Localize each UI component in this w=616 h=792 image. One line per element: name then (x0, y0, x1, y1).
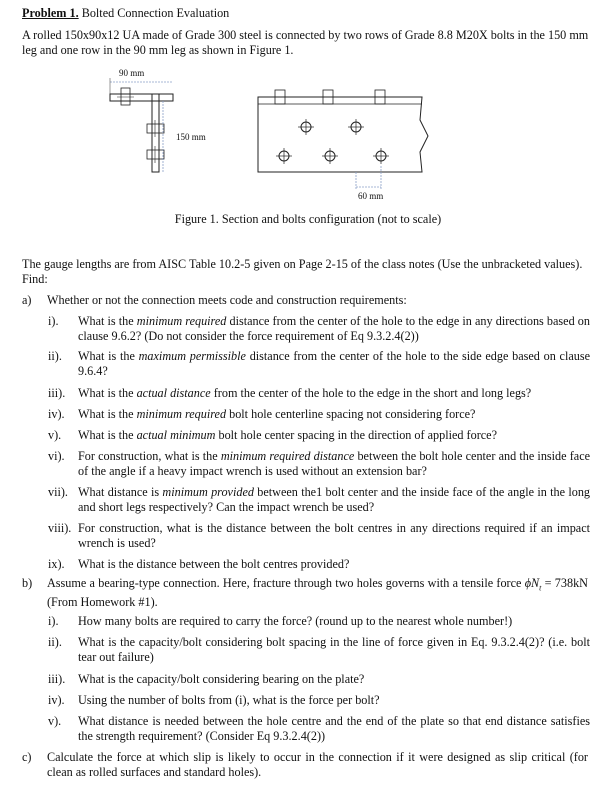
list-item: iii). What is the capacity/bolt considering bearing on the plate? (48, 672, 365, 686)
list-item: ii). What is the capacity/bolt considering bolt spacing in the line of force given in Eq. 9.3.2.4(2)? (i.e. bolt tear out failure) (48, 635, 590, 664)
list-item: i). What is the minimum required distance from the center of the hole to the edge in any directions based on clause 9.6.2? (Do not consider the force requirement of Eq 9.3.2.4(2)) (48, 314, 590, 343)
section-a (22, 293, 588, 308)
section-c (22, 750, 588, 780)
list-item: v). What is the actual minimum bolt hole center spacing in the direction of applied force? (48, 428, 497, 442)
list-item: vi). For construction, what is the minimum required distance between the bolt hole center and the inside face of the angle if a heavy impact wrench is used without an extension bar? (48, 449, 591, 478)
item-number: ii). (48, 635, 62, 649)
dim-90mm: 90 mm (119, 68, 145, 78)
item-number: vi). (48, 449, 65, 463)
gauge-paragraph: The gauge lengths are from AISC Table 10.2-5 given on Page 2-15 of the class notes (Use the unbracketed values). Find: (22, 257, 583, 286)
item-number: i). (48, 314, 59, 328)
list-item: ii). What is the maximum permissible distance from the center of the hole to the side edge based on clause 9.6.4? (48, 349, 590, 378)
item-number: iv). (48, 693, 65, 707)
list-item: vii). What distance is minimum provided between the1 bolt center and the inside face of the angle in the long and short legs respectively? Can the impact wrench be used? (48, 485, 591, 514)
figure-1 (0, 60, 616, 235)
dim-60mm: 60 mm (358, 191, 384, 201)
section-a-label: a) (22, 293, 32, 307)
list-item: iii). What is the actual distance from the center of the hole to the edge in the short and long legs? (48, 386, 532, 400)
section-c-text: Calculate the force at which slip is likely to occur in the connection if it were designed as slip critical (for clean as rolled surfaces and standard holes). (47, 750, 588, 779)
dim-150mm: 150 mm (176, 132, 206, 142)
list-item: viii). For construction, what is the distance between the bolt centres in any directions required if an impact wrench is used? (48, 521, 590, 550)
item-number: ii). (48, 349, 62, 363)
item-number: i). (48, 614, 59, 628)
item-number: v). (48, 428, 62, 442)
list-item: ix). What is the distance between the bolt centres provided? (48, 557, 350, 571)
section-c-label: c) (22, 750, 32, 764)
list-item: i). How many bolts are required to carry the force? (round up to the nearest whole number!) (48, 614, 513, 628)
list-item: iv). Using the number of bolts from (i), what is the force per bolt? (48, 693, 380, 707)
section-and-bolts-drawing (0, 60, 616, 235)
list-item: iv). What is the minimum required bolt hole centerline spacing not considering force? (48, 407, 476, 421)
angle-section (110, 88, 173, 172)
problem-heading (22, 6, 229, 21)
item-number: viii). (48, 521, 72, 535)
problem-title: Bolted Connection Evaluation (81, 6, 230, 20)
section-b-text: Assume a bearing-type connection. Here, fracture through two holes governs with a tensile force $\phi N_t = 738kN$ (From Homework #1). (47, 576, 588, 610)
section-b-label: b) (22, 576, 33, 590)
item-number: iii). (48, 672, 66, 686)
item-number: iii). (48, 386, 66, 400)
item-number: ix). (48, 557, 65, 571)
figure-caption: Figure 1. Section and bolts configuration (not to scale) (174, 212, 442, 226)
item-number: v). (48, 714, 62, 728)
item-number: iv). (48, 407, 65, 421)
plate-elevation (258, 90, 428, 172)
section-b (22, 576, 588, 610)
item-number: vii). (48, 485, 68, 499)
list-item: v). What distance is needed between the hole centre and the end of the plate so that end distance satisfies the strength requirement? (Consider Eq 9.3.2.4(2)) (48, 714, 590, 743)
section-a-text: Whether or not the connection meets code and construction requirements: (47, 293, 407, 307)
problem-intro: A rolled 150x90x12 UA made of Grade 300 steel is connected by two rows of Grade 8.8 M20X bolts in the 150 mm leg and one row in the 90 mm leg as shown in Figure 1. (22, 28, 589, 57)
problem-label: Problem 1. (22, 6, 79, 20)
phi-nt-symbol: ϕN (524, 576, 540, 590)
